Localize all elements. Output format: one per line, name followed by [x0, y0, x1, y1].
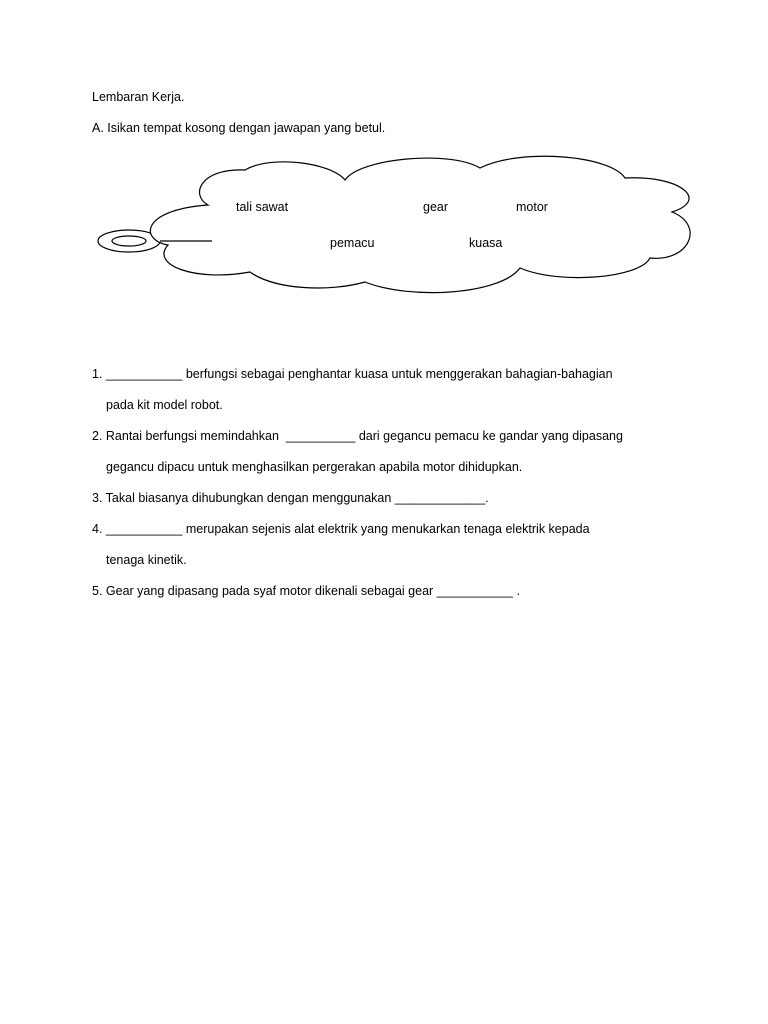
cloud-tail-inner [112, 236, 146, 246]
word-bank-cloud [0, 0, 768, 320]
question-2-line-2: gegancu dipacu untuk menghasilkan pergerakan apabila motor dihidupkan. [106, 460, 523, 474]
question-1-line-2: pada kit model robot. [106, 398, 223, 412]
question-4-line-1: 4. ___________ merupakan sejenis alat elektrik yang menukarkan tenaga elektrik kepada [92, 522, 590, 536]
worksheet-title: Lembaran Kerja. [92, 90, 185, 104]
word-bank-item: kuasa [469, 236, 503, 250]
cloud-outline [150, 156, 690, 292]
word-bank-item: motor [516, 200, 548, 214]
word-bank-item: tali sawat [236, 200, 289, 214]
question-3-line-1: 3. Takal biasanya dihubungkan dengan menggunakan _____________. [92, 491, 489, 505]
question-1-line-1: 1. ___________ berfungsi sebagai penghantar kuasa untuk menggerakan bahagian-bahagian [92, 367, 613, 381]
question-4-line-2: tenaga kinetik. [106, 553, 187, 567]
word-bank-item: pemacu [330, 236, 375, 250]
question-2-line-1: 2. Rantai berfungsi memindahkan __________ dari gegancu pemacu ke gandar yang dipasang [92, 429, 623, 443]
instruction-text: A. Isikan tempat kosong dengan jawapan yang betul. [92, 121, 386, 135]
question-5-line-1: 5. Gear yang dipasang pada syaf motor dikenali sebagai gear ___________ . [92, 584, 521, 598]
word-bank-item: gear [423, 200, 449, 214]
